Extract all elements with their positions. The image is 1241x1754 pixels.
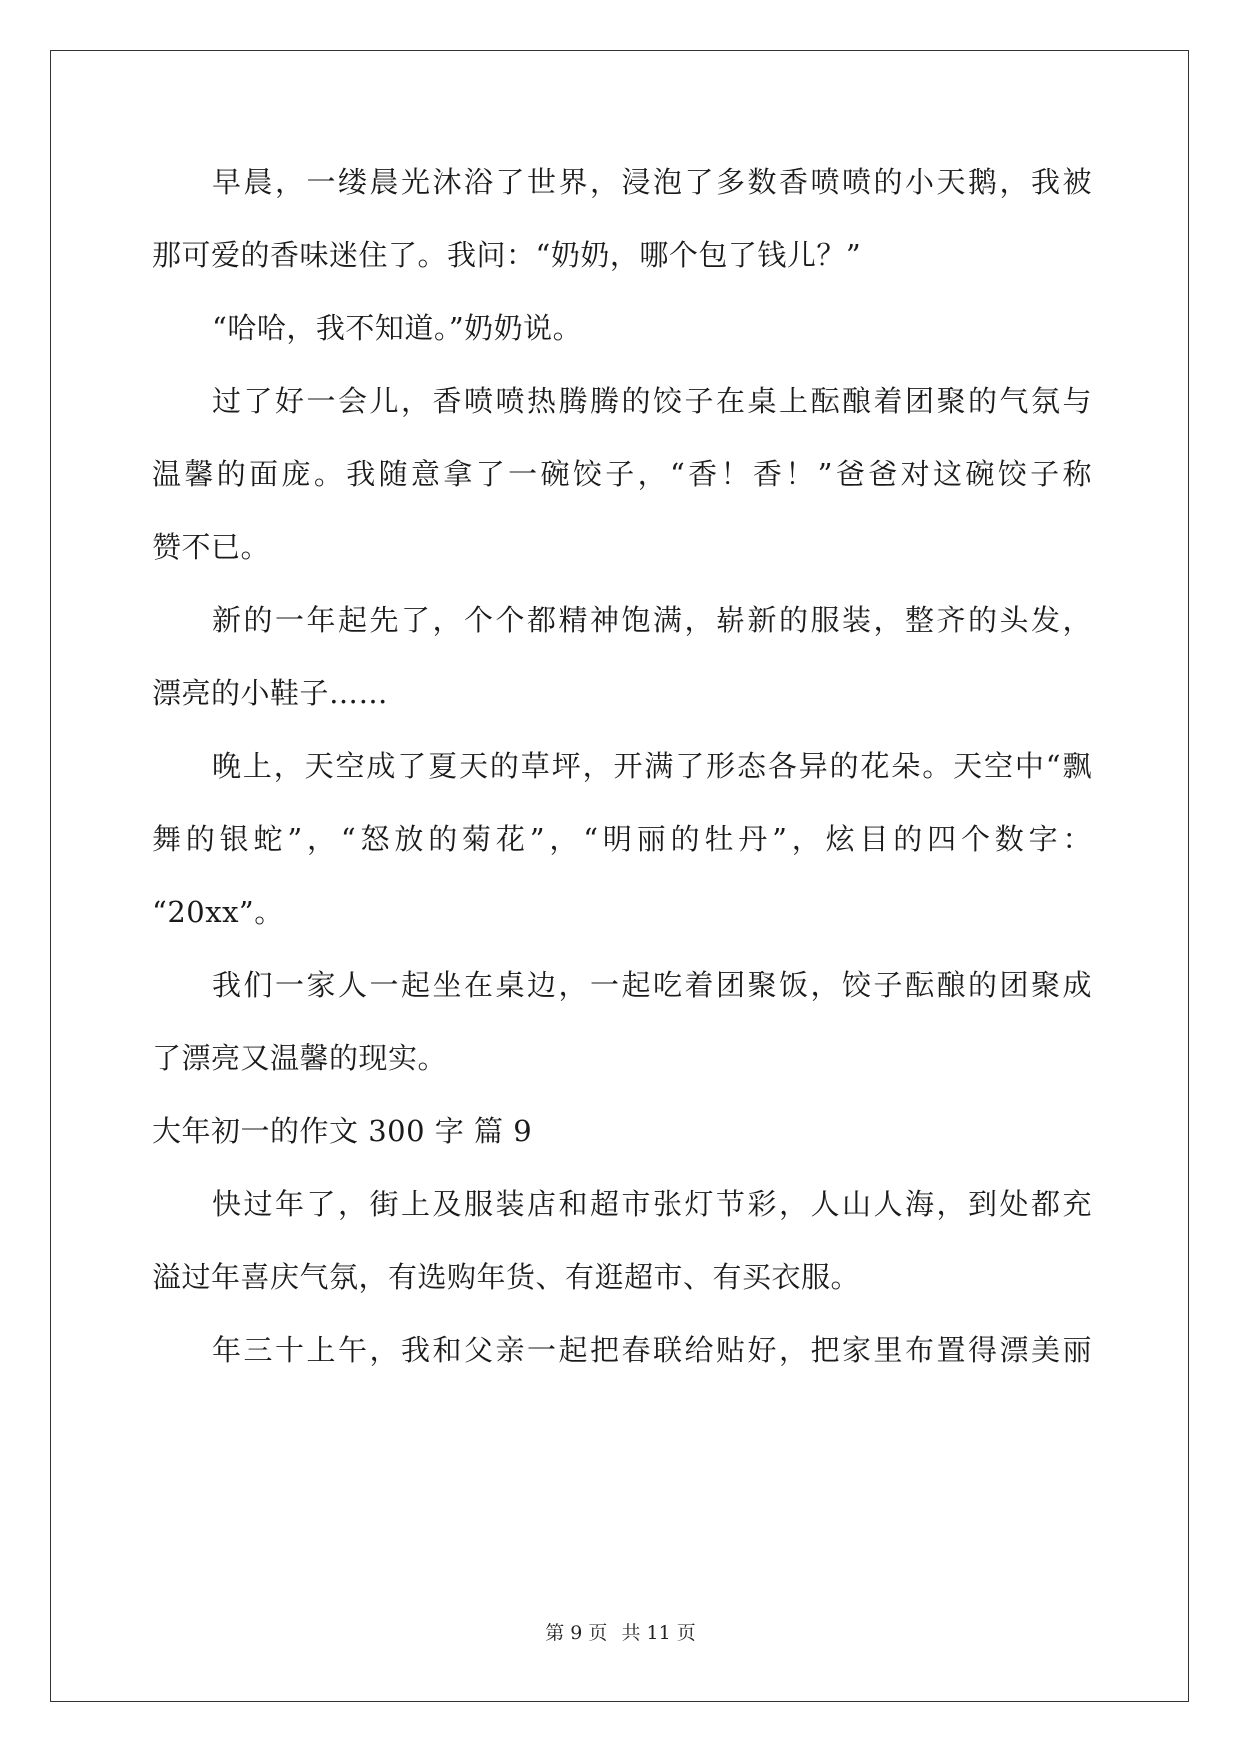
page-total: 共 11 页 — [621, 1622, 696, 1644]
text-line: 新的一年起先了，个个都精神饱满，崭新的服装，整齐的头发， — [212, 603, 1092, 637]
text-line: 那可爱的香味迷住了。我问：“奶奶，哪个包了钱儿？” — [152, 238, 862, 272]
text-line: 晚上，天空成了夏天的草坪，开满了形态各异的花朵。天空中“飘 — [212, 749, 1092, 783]
text-line: 过了好一会儿，香喷喷热腾腾的饺子在桌上酝酿着团聚的气氛与 — [212, 384, 1092, 418]
text-line: 早晨，一缕晨光沐浴了世界，浸泡了多数香喷喷的小天鹅，我被 — [212, 165, 1092, 199]
text-line: 赞不已。 — [152, 530, 271, 564]
text-line: 溢过年喜庆气氛，有选购年货、有逛超市、有买衣服。 — [152, 1260, 861, 1294]
section-heading: 大年初一的作文 300 字 篇 9 — [152, 1114, 533, 1148]
text-line: 年三十上午，我和父亲一起把春联给贴好，把家里布置得漂美丽 — [212, 1333, 1092, 1367]
page-footer — [0, 1620, 1241, 1646]
page-border — [50, 50, 1189, 1702]
text-line: “哈哈，我不知道。”奶奶说。 — [212, 311, 583, 345]
text-line: 快过年了，街上及服装店和超市张灯节彩，人山人海，到处都充 — [212, 1187, 1092, 1221]
text-line: “20xx”。 — [152, 895, 284, 929]
text-line: 漂亮的小鞋子…… — [152, 676, 389, 710]
text-line: 我们一家人一起坐在桌边，一起吃着团聚饭，饺子酝酿的团聚成 — [212, 968, 1092, 1002]
page-number: 第 9 页 — [545, 1622, 608, 1644]
text-line: 了漂亮又温馨的现实。 — [152, 1041, 448, 1075]
text-line: 舞的银蛇”，“怒放的菊花”，“明丽的牡丹”，炫目的四个数字： — [152, 822, 1092, 856]
text-line: 温馨的面庞。我随意拿了一碗饺子，“香！香！”爸爸对这碗饺子称 — [152, 457, 1092, 491]
